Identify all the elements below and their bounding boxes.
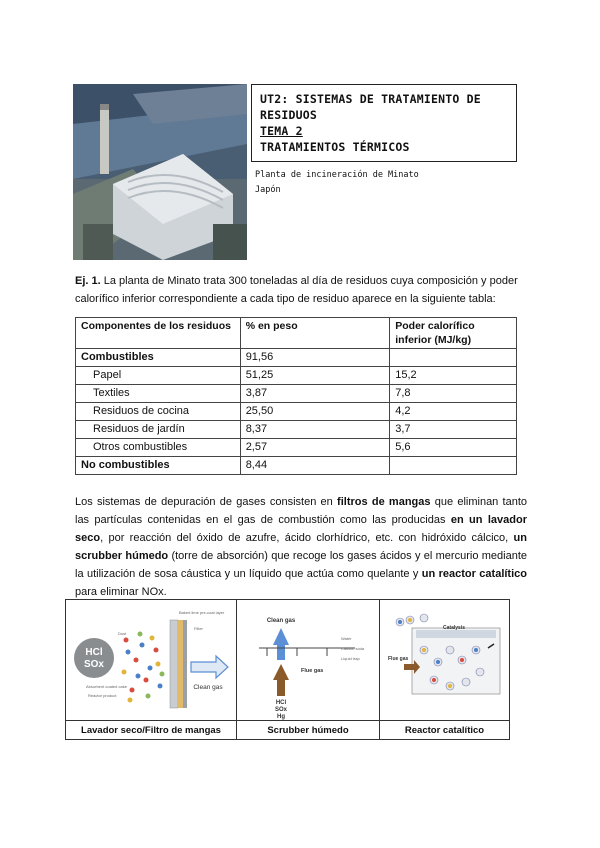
- table-cell: Residuos de jardín: [76, 421, 241, 439]
- title-line1: UT2: SISTEMAS DE TRATAMIENTO DE: [260, 92, 481, 106]
- table-cell: 15,2: [390, 367, 517, 385]
- table-cell: 2,57: [240, 439, 390, 457]
- fig2-sox: SOx: [274, 707, 288, 713]
- fig2-flue-gas: Flue gas: [301, 668, 324, 674]
- photo-caption-line2: Japón: [255, 185, 281, 195]
- para-text: que eliminan tanto las partículas contenidas en el gas de combustión como las producidas: [75, 496, 528, 526]
- table-cell: No combustibles: [76, 457, 241, 475]
- para-text: Los sistemas de depuración de gases consisten en: [75, 496, 338, 508]
- fig2-label-caustic: Caustic soda: [341, 646, 365, 651]
- para-text: (torre de absorción) que recoge los gases ácidos y el mercurio mediante la utilización de sosa cáustica y un líquido que actúa como quelante y: [75, 550, 527, 580]
- table-row: [76, 349, 517, 367]
- fig1-hcl: HCl: [85, 647, 103, 658]
- para-bold: filtros de mangas: [337, 496, 431, 508]
- table-cell: [390, 349, 517, 367]
- fig2-clean-gas: Clean gas: [266, 618, 296, 624]
- table-cell: Papel: [76, 367, 241, 385]
- table-row: [76, 457, 517, 475]
- table-cell: 51,25: [240, 367, 390, 385]
- exercise-label: Ej. 1.: [75, 275, 101, 287]
- fig1-sox: SOx: [83, 659, 105, 670]
- fig1-label-reactor: Reactor product: [88, 693, 117, 698]
- para-text: para eliminar NOx.: [75, 586, 167, 598]
- fig2-label-water: Water: [341, 636, 352, 641]
- fig2-hg: Hg: [277, 714, 285, 720]
- exercise-text: La planta de Minato trata 300 toneladas al día de residuos cuya composición y poder calorífico inferior correspondiente a cada tipo de residuo aparece en la siguiente tabla:: [75, 275, 518, 305]
- fig1-clean-gas: Clean gas: [193, 684, 223, 691]
- figure-panel-catalytic-reactor: [380, 600, 509, 720]
- fig2-hcl: HCl: [275, 700, 287, 706]
- figures-table: [65, 599, 510, 740]
- fig1-label-dust: Dust: [118, 631, 127, 636]
- para-bold: un scrubber húmedo: [75, 532, 527, 562]
- para-bold: en un lavador seco: [75, 514, 527, 544]
- table-header-cell: % en peso: [240, 318, 390, 349]
- table-header-cell: Poder calorífico inferior (MJ/kg): [390, 318, 517, 349]
- table-cell: Textiles: [76, 385, 241, 403]
- table-cell: Combustibles: [76, 349, 241, 367]
- table-cell: 7,8: [390, 385, 517, 403]
- table-cell: 8,37: [240, 421, 390, 439]
- table-row: [76, 403, 517, 421]
- figure-caption-3: Reactor catalítico: [380, 720, 509, 740]
- table-cell: 3,7: [390, 421, 517, 439]
- table-cell: 4,2: [390, 403, 517, 421]
- fig3-catalysis: Catalysis: [443, 625, 465, 631]
- composition-table: [75, 317, 517, 475]
- title-line2: RESIDUOS: [260, 108, 317, 122]
- table-cell: [390, 457, 517, 475]
- photo-caption: [255, 168, 419, 198]
- figure-panel-wet-scrubber: [237, 600, 380, 720]
- subtitle: TRATAMIENTOS TÉRMICOS: [260, 140, 410, 154]
- table-header-row: [76, 318, 517, 349]
- table-row: [76, 439, 517, 457]
- table-row: [76, 367, 517, 385]
- table-row: [76, 385, 517, 403]
- plant-photo: [73, 84, 247, 260]
- fig1-label-absorbent: Absorbent coated cake: [86, 684, 127, 689]
- table-cell: Otros combustibles: [76, 439, 241, 457]
- figure-panel-dry-scrubber: [66, 600, 237, 720]
- table-header-cell: Componentes de los residuos: [76, 318, 241, 349]
- figure-caption-1: Lavador seco/Filtro de mangas: [66, 720, 237, 740]
- figure-caption-2: Scrubber húmedo: [237, 720, 380, 740]
- fig1-label-filter: Filter: [194, 626, 203, 631]
- fig2-label-liquid: Liquid trap: [341, 656, 360, 661]
- description-paragraph: [75, 493, 527, 601]
- table-cell: 8,44: [240, 457, 390, 475]
- table-cell: Residuos de cocina: [76, 403, 241, 421]
- table-cell: 5,6: [390, 439, 517, 457]
- table-cell: 91,56: [240, 349, 390, 367]
- para-text: , por reacción del óxido de azufre, ácido clorhídrico, etc. con hidróxido cálcico,: [100, 532, 514, 544]
- exercise-intro: [75, 272, 525, 308]
- photo-caption-line1: Planta de incineración de Minato: [255, 170, 419, 180]
- para-bold: un reactor catalítico: [421, 568, 527, 580]
- fig1-label-baked: Baked lime pre-coat layer: [179, 610, 225, 615]
- table-cell: 3,87: [240, 385, 390, 403]
- title-box: [251, 84, 517, 162]
- fig3-flue-gas: Flue gas: [388, 656, 409, 662]
- table-cell: 25,50: [240, 403, 390, 421]
- table-row: [76, 421, 517, 439]
- tema-label: TEMA 2: [260, 124, 303, 138]
